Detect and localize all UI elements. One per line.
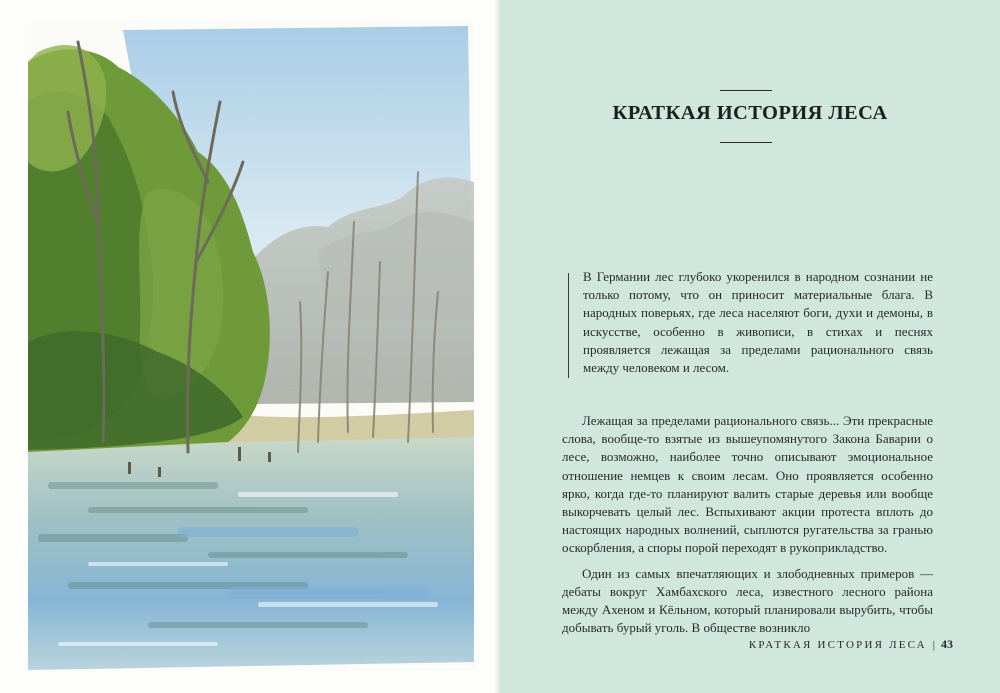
body-text — [562, 412, 933, 637]
body-paragraph: Лежащая за пределами рационального связь... Эти прекрасные слова, вообще-то взятые из вышеупомянутого Закона Баварии о лесе, возможно, наиболее точно описывают эмоциональное отношение немцев к своим лесам. Оно проявляется особенно ярко, когда где-то планируют валить старые деревья или вообще выкорчевать целый лес. Вспыхивают акции протеста вплоть до настоящих народных волнений, сыплются ругательства за гранью оскорбления, а споры порой переходят в рукоприкладство. — [562, 413, 933, 556]
epigraph: В Германии лес глубоко укоренился в народном сознании не только потому, что он приносит материальные блага. В народных поверьях, где леса населяют боги, духи и демоны, в искусстве, особенно в живописи, в стихах и песнях проявляется лежащая за пределами рационального связь между человеком и лесом. — [583, 269, 933, 376]
title-rule-top — [720, 90, 772, 91]
page-number: 43 — [941, 637, 953, 651]
body-paragraph: Один из самых впечатляющих и злободневных примеров — дебаты вокруг Хамбахского леса, известного лесного района между Ахеном и Кёльном, который планировали вырубить, чтобы добывать бурый уголь. В обществе возникло — [562, 565, 933, 636]
watercolor-forest-lake-illustration — [28, 22, 474, 670]
chapter-title: КРАТКАЯ ИСТОРИЯ ЛЕСА — [612, 102, 888, 124]
right-page — [500, 0, 1000, 693]
running-footer — [749, 637, 953, 652]
title-rule-bottom — [720, 142, 772, 143]
footer-section-title: КРАТКАЯ ИСТОРИЯ ЛЕСА — [748, 639, 927, 651]
epigraph-bar — [568, 273, 569, 378]
footer-separator: | — [932, 639, 935, 651]
